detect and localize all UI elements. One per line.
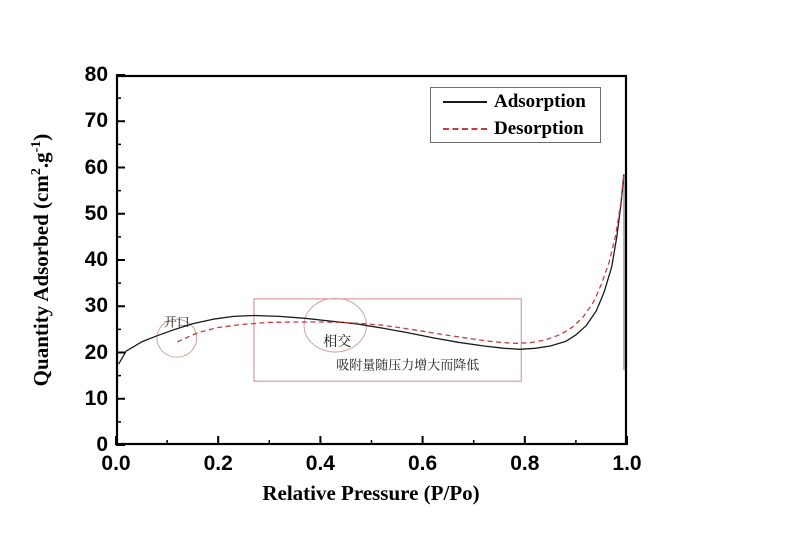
y-axis-title-close: ) xyxy=(29,133,53,141)
y-tick-label: 0 xyxy=(96,433,108,456)
solid-line-sample xyxy=(443,101,487,103)
y-tick-label: 50 xyxy=(84,201,108,225)
x-tick-label: 0.8 xyxy=(510,452,540,475)
y-tick-label: 70 xyxy=(84,109,108,133)
dashed-line-sample xyxy=(443,128,487,130)
y-tick-label: 40 xyxy=(84,248,108,271)
y-axis-superscript-2: -1 xyxy=(29,140,44,153)
y-axis-superscript: 2 xyxy=(29,168,44,176)
y-axis-title xyxy=(27,50,55,470)
annotation-text-1: 开口 xyxy=(163,314,190,330)
x-tick-label: 0.2 xyxy=(203,452,233,475)
series-line-desorption xyxy=(177,173,624,343)
x-tick-label: 0.4 xyxy=(305,452,335,475)
annotation-text-3: 吸附量随压力增大而降低 xyxy=(336,357,480,373)
y-axis-title-text: Quantity Adsorbed (cm xyxy=(29,175,53,387)
x-tick-label: 1.0 xyxy=(612,452,642,475)
x-tick-label: 0.0 xyxy=(101,452,131,475)
y-tick-label: 30 xyxy=(84,294,108,318)
y-tick-label: 20 xyxy=(84,340,108,364)
x-tick-label: 0.6 xyxy=(407,452,438,475)
legend-entry-desorption xyxy=(443,118,600,140)
legend-box xyxy=(430,87,601,143)
y-tick-label: 60 xyxy=(84,155,108,179)
series-line-adsorption xyxy=(119,174,624,364)
legend-label-adsorption: Adsorption xyxy=(494,90,586,112)
legend-label-desorption: Desorption xyxy=(494,117,584,139)
y-tick-label: 10 xyxy=(84,386,108,410)
y-axis-title-mid: .g xyxy=(29,152,53,169)
y-tick-label: 80 xyxy=(84,63,108,86)
legend-entry-adsorption xyxy=(443,91,600,113)
x-axis-title: Relative Pressure (P/Po) xyxy=(262,481,480,505)
annotation-text-2: 相交 xyxy=(323,332,352,349)
